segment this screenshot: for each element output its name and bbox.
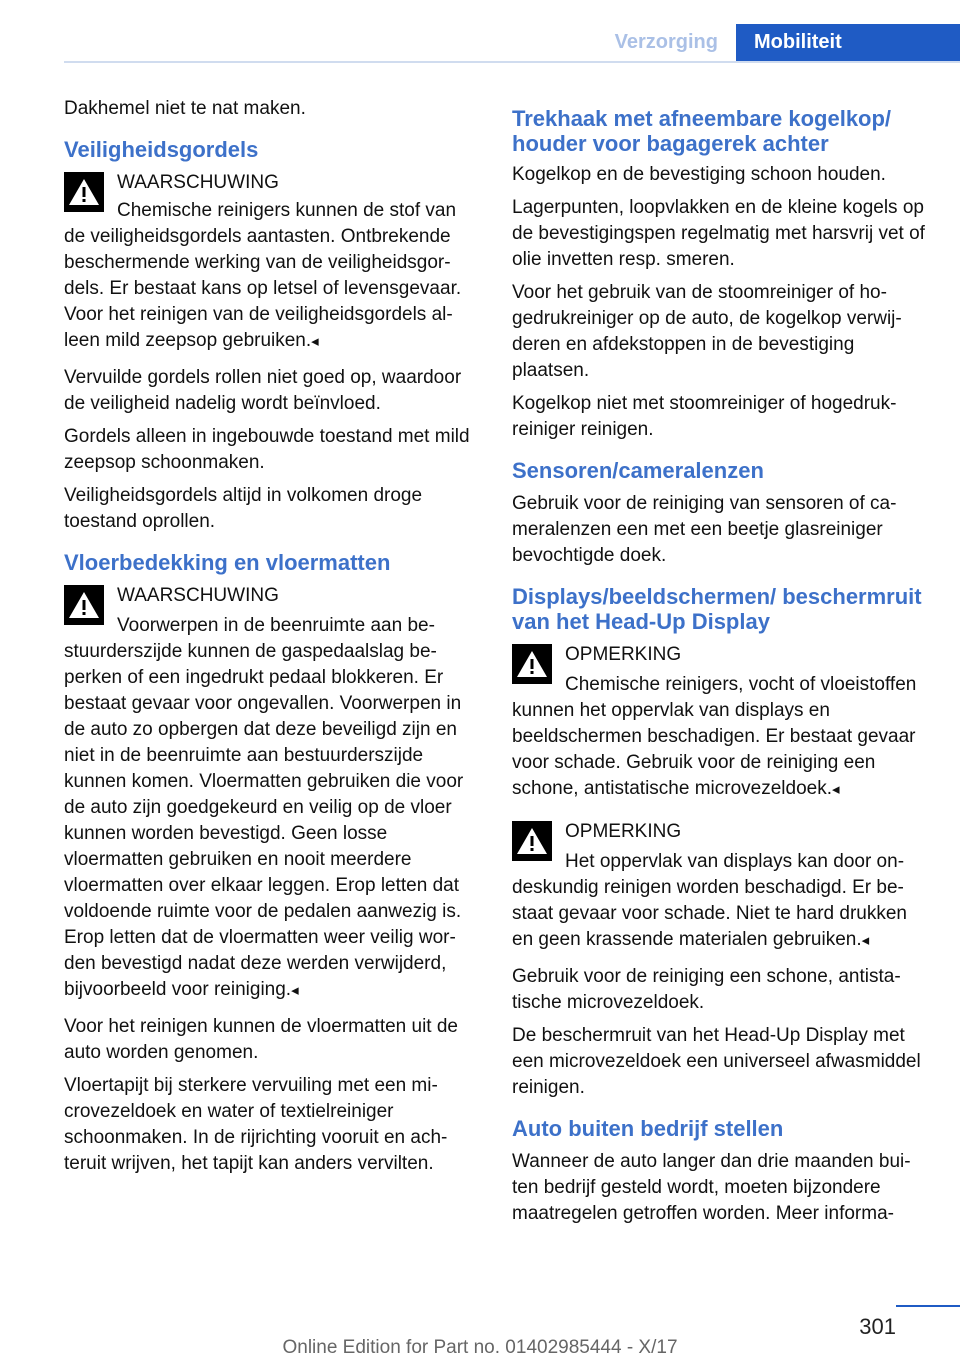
note-text: Chemische reinigers, vocht of vloeistoffen kunnen het oppervlak van displays en beeldschermen beschadigen. Er bestaat gevaar voor schade. Gebruik voor de reiniging een schone, antistatische microvezeldoek. xyxy=(512,674,917,799)
end-mark: ◂ xyxy=(832,781,840,798)
note-block xyxy=(512,642,926,803)
paragraph: Lagerpunten, loopvlakken en de kleine kogels op de bevestigingspen regelmatig met harsvrij vet of olie invetten resp. smeren. xyxy=(512,197,925,270)
paragraph: Kogelkop niet met stoomreiniger of hogedrukreiniger reinigen. xyxy=(512,393,897,440)
left-column xyxy=(64,96,480,1184)
paragraph: Gebruik voor de reiniging van sensoren of cameralenzen een met een beetje glasreiniger bevochtigde doek. xyxy=(512,493,897,566)
header-rule xyxy=(64,61,960,63)
section-tabs xyxy=(597,24,960,61)
paragraph: Gordels alleen in ingebouwde toestand met mild zeepsop schoonmaken. xyxy=(64,426,470,473)
note-text: Het oppervlak van displays kan door ondeskundig reinigen worden beschadigd. Er bestaat gevaar voor schade. Niet te hard drukken en geen krassende materialen gebruiken. xyxy=(512,851,908,950)
paragraph: Vloertapijt bij sterkere vervuiling met een microvezeldoek en water of textielreiniger schoonmaken. In de rijrichting vooruit en achteruit wrijven, het tapijt kan anders vervilten. xyxy=(64,1075,448,1174)
paragraph: Wanneer de auto langer dan drie maanden buiten bedrijf gesteld wordt, moeten bijzondere maatregelen getroffen worden. Meer informa- xyxy=(512,1151,911,1224)
warning-triangle-icon xyxy=(512,821,552,861)
tab-mobiliteit[interactable]: Mobiliteit xyxy=(736,24,960,61)
heading-displays: Displays/beeldschermen/ beschermruit van het Head-Up Display xyxy=(512,584,922,634)
end-mark: ◂ xyxy=(861,932,870,949)
edition-footer: Online Edition for Part no. 01402985444 - X/17 xyxy=(282,1337,678,1358)
heading-vloerbedekking: Vloerbedekking en vloermatten xyxy=(64,550,391,575)
warning-block xyxy=(64,170,480,355)
tab-verzorging[interactable]: Verzorging xyxy=(614,31,718,53)
note-label: OPMERKING xyxy=(565,644,682,665)
right-column xyxy=(512,96,926,1234)
paragraph: Kogelkop en de bevestiging schoon houden. xyxy=(512,164,886,185)
paragraph: De beschermruit van het Head-Up Display met een microvezeldoek een universeel afwasmiddel reinigen. xyxy=(512,1025,921,1098)
note-label: OPMERKING xyxy=(565,821,682,842)
heading-buiten-bedrijf: Auto buiten bedrijf stellen xyxy=(512,1116,784,1141)
paragraph: Voor het gebruik van de stoomreiniger of hogedrukreiniger op de auto, de kogelkop verwijderen en afdekstoppen in de bevestiging plaatsen. xyxy=(512,282,902,381)
paragraph: Voor het reinigen kunnen de vloermatten uit de auto worden genomen. xyxy=(64,1016,458,1063)
footer-rule xyxy=(896,1305,960,1307)
paragraph: Veiligheidsgordels altijd in volkomen droge toestand oprollen. xyxy=(64,485,423,532)
warning-label: WAARSCHUWING xyxy=(117,172,279,193)
warning-triangle-icon xyxy=(512,644,552,684)
warning-text: Chemische reinigers kunnen de stof van de veiligheidsgordels aantasten. Ontbrekende beschermende werking van de veiligheidsgordels. Er bestaat kans op letsel of levensgevaar. Voor het reinigen van de veiligheidsgordels alleen mild zeepsop gebruiken. xyxy=(64,200,462,351)
paragraph: Dakhemel niet te nat maken. xyxy=(64,98,306,119)
note-block xyxy=(512,819,926,954)
warning-block xyxy=(64,583,480,1004)
end-mark: ◂ xyxy=(291,982,299,999)
paragraph: Vervuilde gordels rollen niet goed op, waardoor de veiligheid nadelig wordt beïnvloed. xyxy=(64,367,462,414)
heading-trekhaak: Trekhaak met afneembare kogelkop/ houder voor bagagerek achter xyxy=(512,106,892,156)
paragraph: Gebruik voor de reiniging een schone, antistatische microvezeldoek. xyxy=(512,966,901,1013)
heading-veiligheidsgordels: Veiligheidsgordels xyxy=(64,137,259,162)
warning-label: WAARSCHUWING xyxy=(117,585,279,606)
end-mark: ◂ xyxy=(311,333,319,350)
warning-triangle-icon xyxy=(64,585,104,625)
warning-triangle-icon xyxy=(64,172,104,212)
warning-text: Voorwerpen in de beenruimte aan bestuurderszijde kunnen de gaspedaalslag beperken of een ingedrukt pedaal blokkeren. Er bestaat gevaar voor ongevallen. Voorwerpen in de auto zo opbergen dat deze beveiligd zijn en niet in de beenruimte aan bestuurderszijde kunnen komen. Vloermatten gebruiken die voor de auto zijn goedgekeurd en veilig op de vloer kunnen worden bevestigd. Geen losse vloermatten gebruiken en nooit meerdere vloermatten over elkaar leggen. Erop letten dat voldoende ruimte voor de pedalen aanwezig is. Erop letten dat de vloermatten weer veilig worden bevestigd nadat deze werden verwijderd, bijvoorbeeld voor reiniging. xyxy=(64,615,464,1000)
heading-sensoren: Sensoren/cameralenzen xyxy=(512,458,764,483)
page-number: 301 xyxy=(859,1314,896,1339)
